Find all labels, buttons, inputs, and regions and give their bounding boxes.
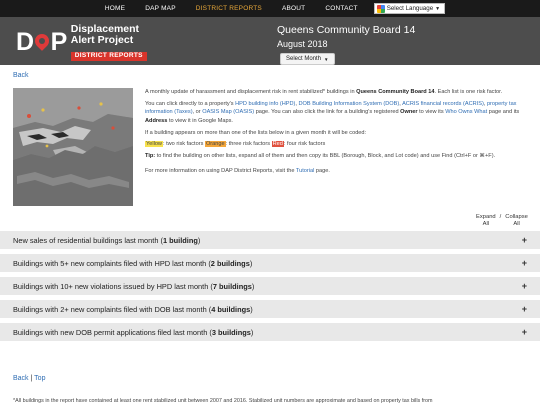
risk-factor-lists [0,231,540,346]
chevron-down-icon: ▼ [435,5,441,12]
footer-links [13,375,45,382]
section-new-sales[interactable] [0,231,540,249]
risk-legend: Yellow: two risk factors Orange: three risk factors Red: four risk factors [146,141,326,148]
taxes-link[interactable]: property tax information (Taxes) [145,100,517,116]
section-title: Buildings with new DOB permit applications filed last month (3 buildings) [13,327,254,337]
legend-yellow: Yellow [146,141,162,148]
section-title: New sales of residential buildings last month (1 building) [13,235,201,245]
nav-about[interactable]: ABOUT [281,5,306,12]
top-link[interactable]: Top [34,375,46,382]
dob-link[interactable]: DOB Building Information System (DOB) [298,100,400,107]
district-map[interactable] [13,88,133,206]
caret-down-icon: ▼ [324,56,329,62]
logo-wordmark: D P [16,28,67,56]
legend-red: Red [272,141,283,148]
google-translate-icon [377,5,385,13]
section-title: Buildings with 2+ new complaints filed with DOB last month (4 buildings) [13,304,253,314]
logo-line-2: Alert Project [70,33,134,46]
intro-paragraph-3: If a building appears on more than one of the lists below in a given month it will be coded: [145,129,367,136]
who-owns-what-link[interactable]: Who Owns What [445,109,488,116]
logo-text [71,24,147,61]
board-name-bold: Queens Community Board 14 [356,89,435,95]
district-map-graphic [13,88,133,206]
dap-logo[interactable] [16,24,147,61]
plus-icon[interactable]: + [521,258,527,268]
back-link-top[interactable]: Back [13,72,29,79]
legend-orange: Orange [205,141,225,148]
section-hpd-complaints[interactable] [0,254,540,272]
language-select-label: Select Language [386,5,434,12]
collapse-all-button[interactable]: Collapse All [505,214,528,227]
back-link-bottom[interactable]: Back [13,375,29,382]
board-heading [277,24,415,49]
nav-dap-map[interactable]: DAP MAP [145,5,176,12]
plus-icon[interactable]: + [521,281,527,291]
expand-separator: / [499,214,502,220]
select-month-label: Select Month [286,56,322,62]
section-dob-permits[interactable] [0,323,540,341]
plus-icon[interactable]: + [521,327,527,337]
nav-home[interactable]: HOME [104,5,126,12]
nav-district-reports[interactable]: DISTRICT REPORTS [195,5,262,12]
select-month-button[interactable] [280,53,335,65]
tutorial-link[interactable]: Tutorial [295,167,315,174]
expand-all-button[interactable]: Expand All [476,214,496,227]
logo-line-1: Displacement [70,23,140,35]
plus-icon[interactable]: + [521,235,527,245]
tip-paragraph: Tip: to find the building on other lists, expand all of them and then copy its BBL (Borough, Block, and Lot code) and use Find (Ctrl+F or ⌘+F). [145,152,496,159]
nav-contact[interactable]: CONTACT [325,5,358,12]
board-title: Queens Community Board 14 [277,24,416,36]
board-date: August 2018 [277,39,328,49]
oasis-link[interactable]: OASIS Map (OASIS) [202,109,255,116]
footer-separator: | [30,375,33,382]
section-title: Buildings with 10+ new violations issued by HPD last month (7 buildings) [13,281,255,291]
intro-paragraph-2: You can click directly to a property's HPD building info (HPD), DOB Building Information System (DOB), ACRIS financial records (ACRIS), property tax information (Taxes), or OASIS Map (OASIS) page. You can also click the link for a building's registered Owner to view its Who Owns What page and its Address to view it in Google Maps. [145,100,520,124]
language-select[interactable] [374,3,445,14]
plus-icon[interactable]: + [521,304,527,314]
intro-paragraph-1: A monthly update of harassment and displacement risk in rent stabilized* buildings in Queens Community Board 14. Each list is one risk factor. [145,89,503,95]
section-title: Buildings with 5+ new complaints filed with HPD last month (2 buildings) [13,258,253,268]
page-header [0,17,540,65]
section-hpd-violations[interactable] [0,277,540,295]
map-pin-icon [34,33,50,53]
intro-text [145,88,529,178]
acris-link[interactable]: ACRIS financial records (ACRIS) [402,100,484,107]
more-info-paragraph: For more information on using DAP District Reports, visit the Tutorial page. [145,167,330,174]
top-nav [0,0,540,17]
hpd-link[interactable]: HPD building info (HPD) [235,100,296,107]
logo-badge: DISTRICT REPORTS [71,52,147,61]
expand-collapse-controls [476,214,528,227]
section-dob-complaints[interactable] [0,300,540,318]
footnote: *All buildings in the report have contained at least one rent stabilized unit between 2007 and 2016. Stabilized unit numbers are approximate and based on property tax bills from [13,398,433,404]
